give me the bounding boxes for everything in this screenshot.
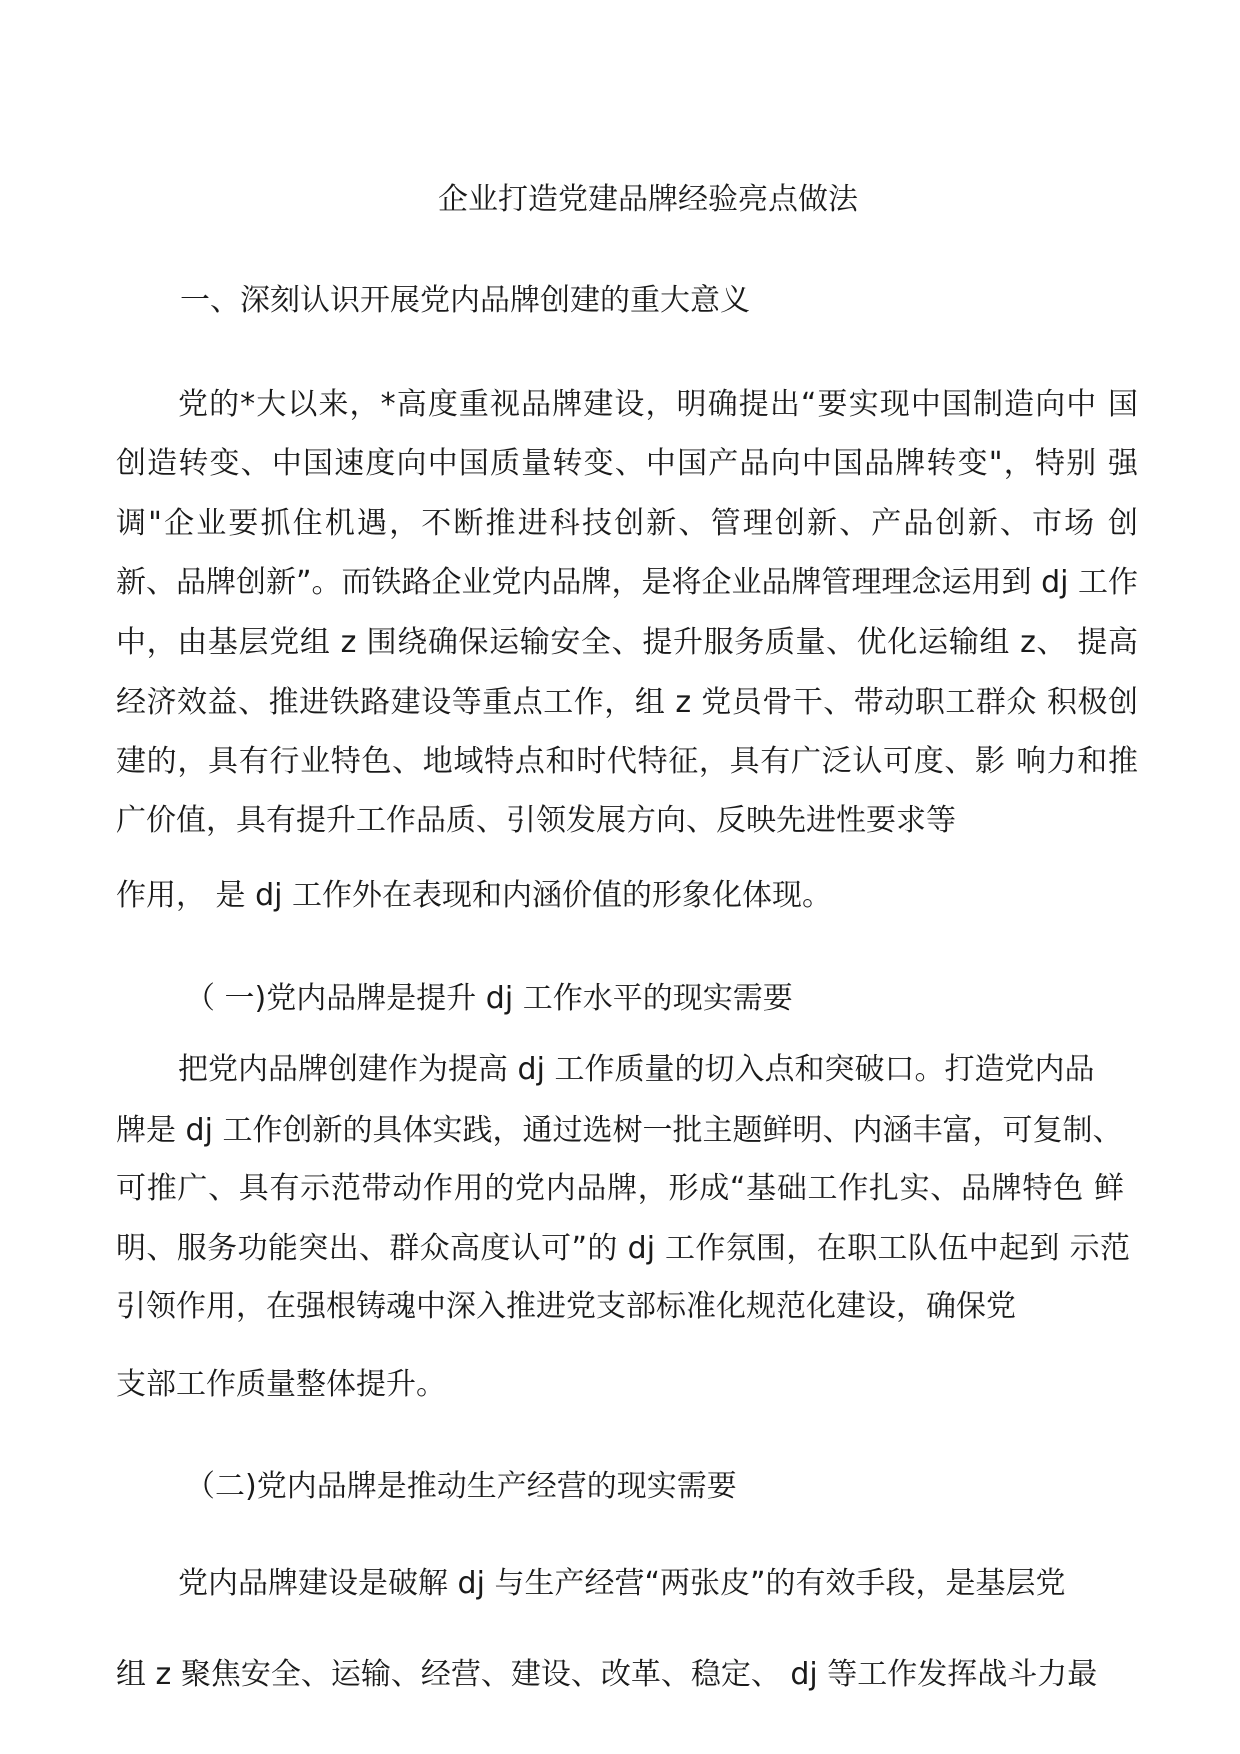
paragraph-line: 调"企业要抓住机遇，不断推进科技创新、管理创新、产品创新、市场 创 [116,506,1138,541]
paragraph-line: 中，由基层党组 z 围绕确保运输安全、提升服务质量、优化运输组 z、 提高 [116,625,1138,660]
subsection-heading: （ 一)党内品牌是提升 dj 工作水平的现实需要 [185,981,793,1016]
paragraph-line: 作用， 是 dj 工作外在表现和内涵价值的形象化体现。 [116,878,832,913]
document-title: 企业打造党建品牌经验亮点做法 [438,182,858,217]
paragraph-line: 牌是 dj 工作创新的具体实践，通过选树一批主题鲜明、内涵丰富，可复制、 [116,1113,1123,1148]
paragraph-line: 可推广、具有示范带动作用的党内品牌，形成“基础工作扎实、品牌特色 鲜 [116,1171,1124,1206]
paragraph-line: 明、服务功能突出、群众高度认可”的 dj 工作氛围，在职工队伍中起到 示范 [116,1231,1130,1266]
subsection-heading: （二)党内品牌是推动生产经营的现实需要 [185,1469,737,1504]
paragraph-line: 组 z 聚焦安全、运输、经营、建设、改革、稳定、 dj 等工作发挥战斗力最 [116,1657,1098,1692]
section-heading: 一、深刻认识开展党内品牌创建的重大意义 [180,283,750,318]
paragraph-line: 创造转变、中国速度向中国质量转变、中国产品向中国品牌转变"，特别 强 [116,446,1138,481]
paragraph-line: 把党内品牌创建作为提高 dj 工作质量的切入点和突破口。打造党内品 [178,1052,1095,1087]
paragraph-line: 经济效益、推进铁路建设等重点工作，组 z 党员骨干、带动职工群众 积极创 [116,685,1138,720]
paragraph-line: 党的*大以来，*高度重视品牌建设，明确提出“要实现中国制造向中 国 [178,387,1138,422]
paragraph-line: 新、品牌创新”。而铁路企业党内品牌，是将企业品牌管理理念运用到 dj 工作 [116,565,1138,600]
paragraph-line: 支部工作质量整体提升。 [116,1367,446,1402]
paragraph-line: 广价值，具有提升工作品质、引领发展方向、反映先进性要求等 [116,803,956,838]
paragraph-line: 引领作用，在强根铸魂中深入推进党支部标准化规范化建设，确保党 [116,1289,1016,1324]
paragraph-line: 党内品牌建设是破解 dj 与生产经营“两张皮”的有效手段，是基层党 [178,1566,1066,1601]
paragraph-line: 建的，具有行业特色、地域特点和时代特征，具有广泛认可度、影 响力和推 [116,744,1138,779]
